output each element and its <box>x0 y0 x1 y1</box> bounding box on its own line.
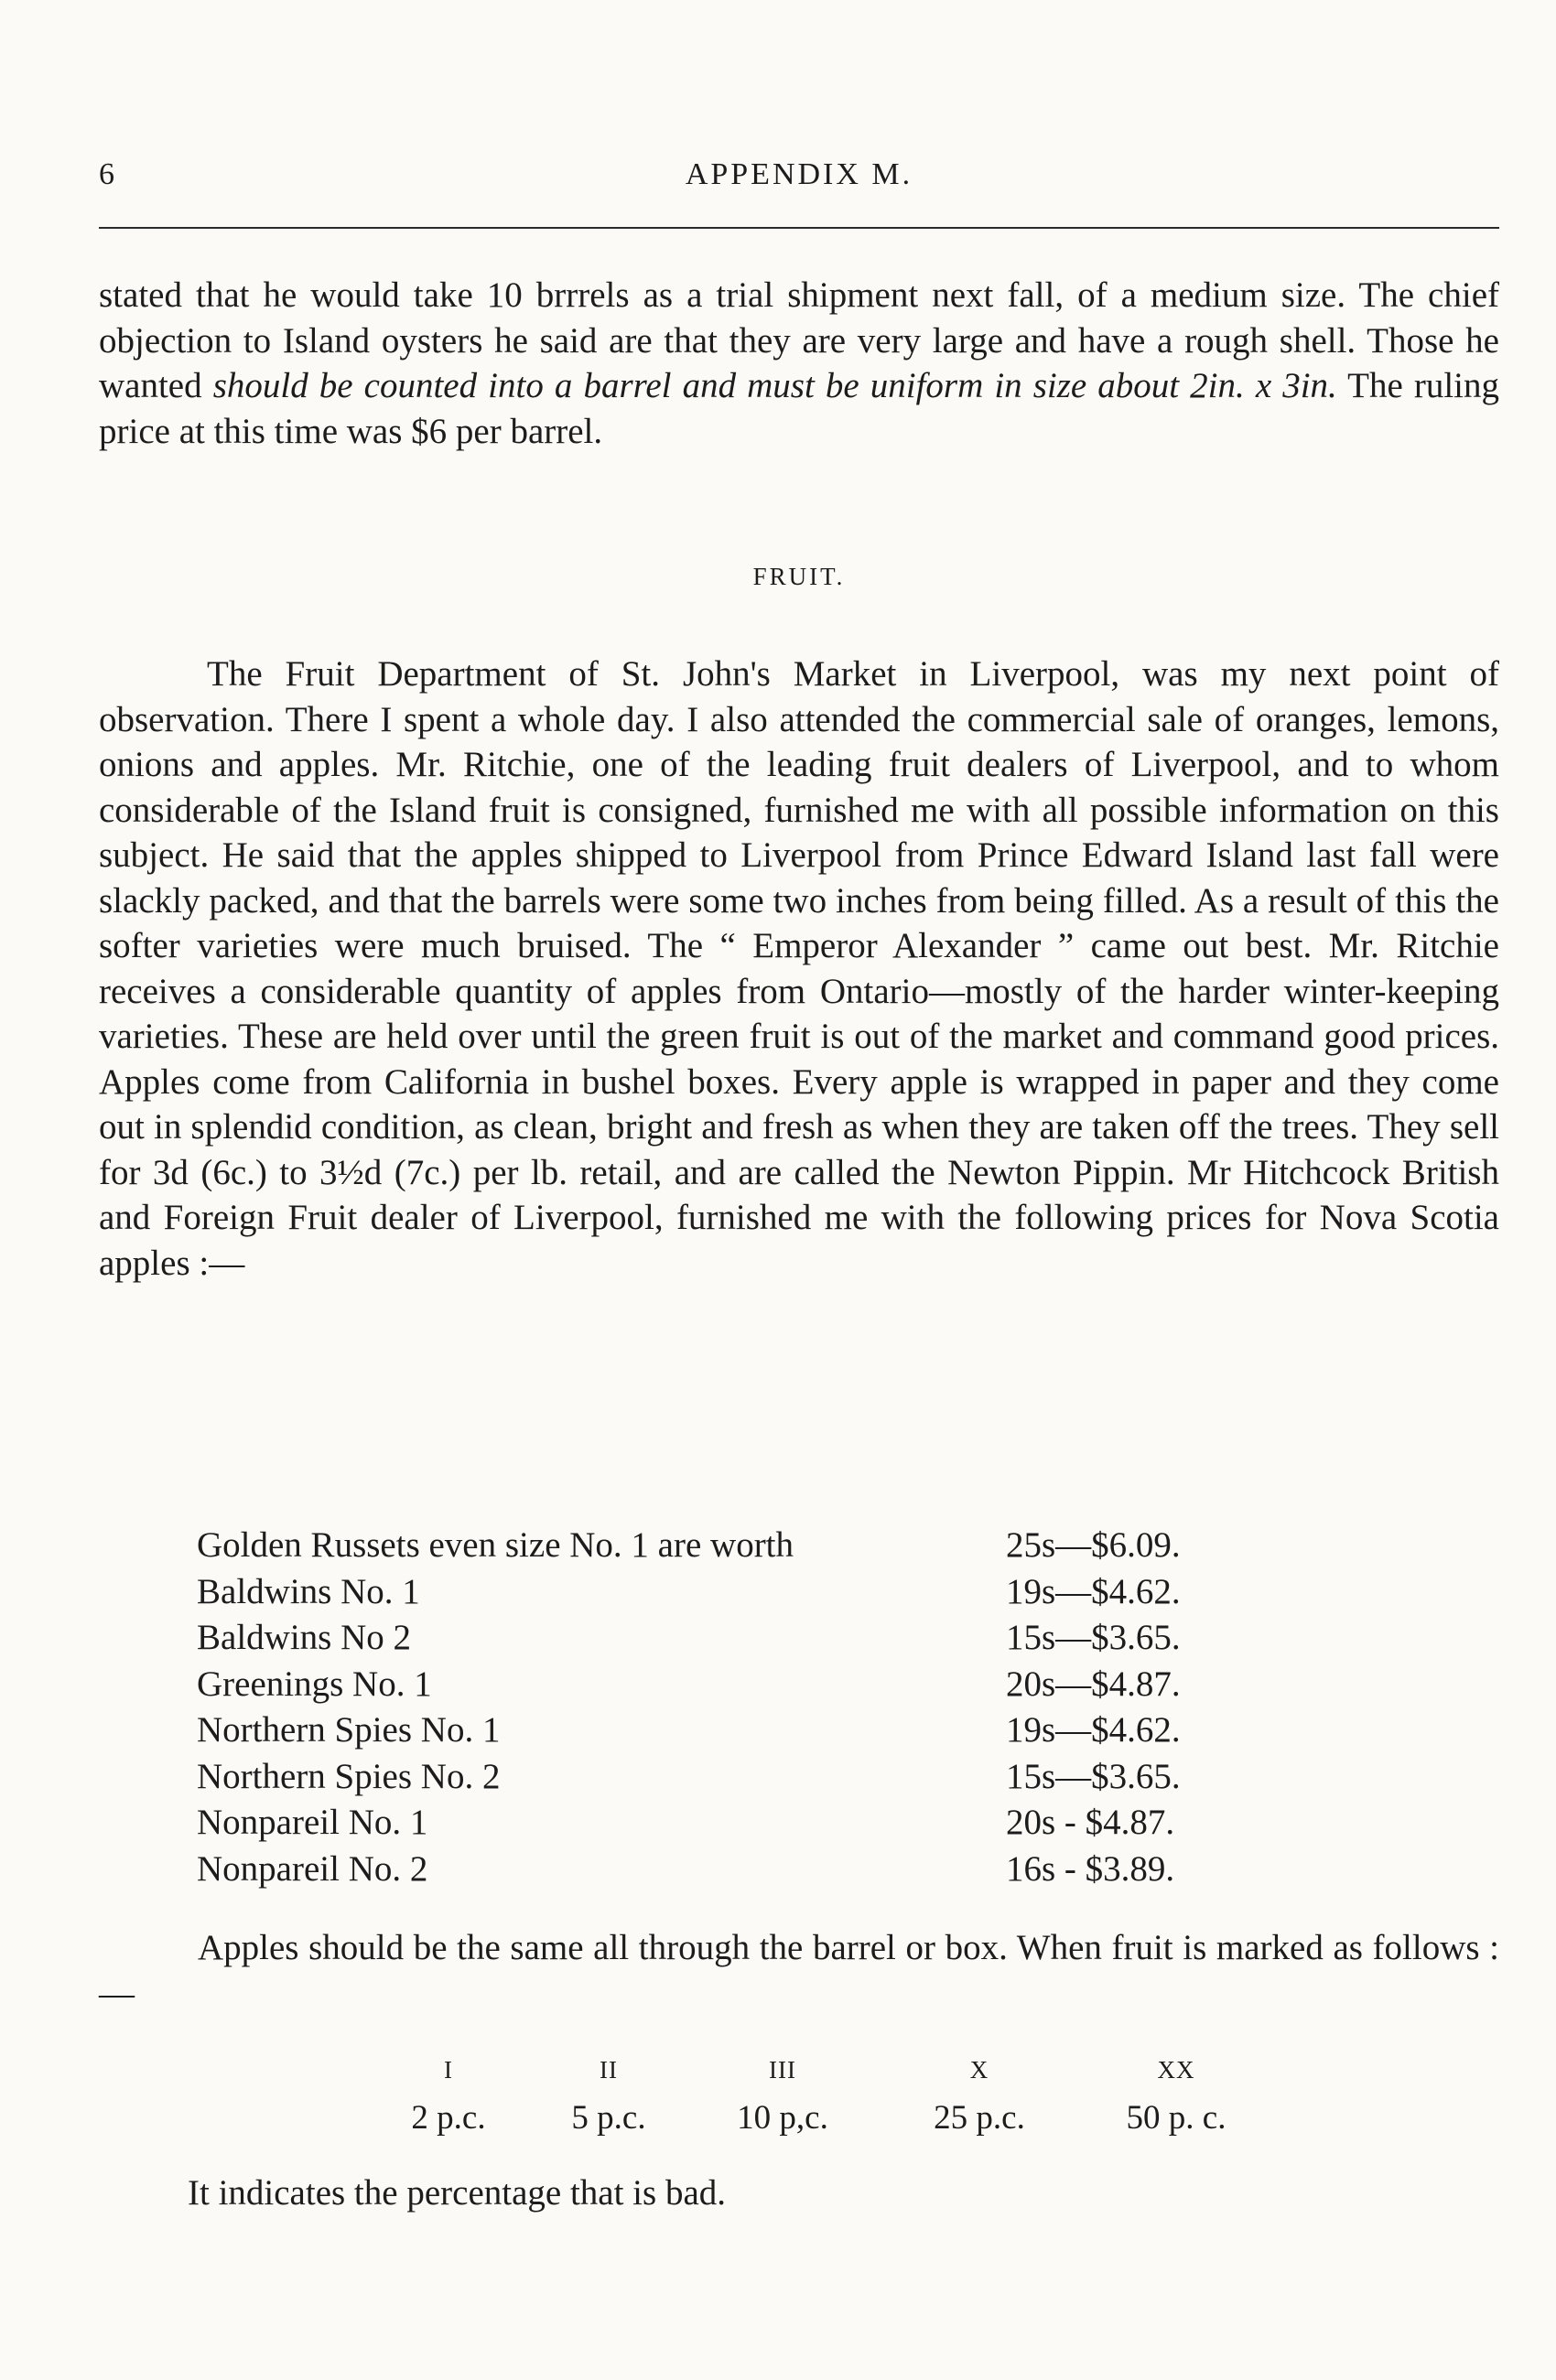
grade-column <box>709 2053 856 2139</box>
price-value: 15s—$3.65. <box>1006 1618 1181 1657</box>
grade-mark: II <box>600 2056 618 2084</box>
price-value: 15s—$3.65. <box>1006 1756 1181 1796</box>
price-row <box>197 1523 1295 1569</box>
price-variety: Baldwins No 2 <box>197 1618 411 1657</box>
price-value: 19s—$4.62. <box>1006 1571 1181 1611</box>
closing-sentence: It indicates the percentage that is bad. <box>188 2173 727 2213</box>
grade-mark: XX <box>1157 2056 1195 2084</box>
price-value: 25s—$6.09. <box>1006 1525 1181 1565</box>
grade-mark: X <box>969 2056 989 2084</box>
header-rule <box>99 227 1499 229</box>
price-row <box>197 1662 1295 1708</box>
grade-mark: III <box>769 2056 796 2084</box>
paragraph-marking <box>99 1925 1499 2016</box>
grade-percent: 10 p,c. <box>737 2099 828 2137</box>
grade-percent: 5 p.c. <box>571 2099 646 2137</box>
price-row <box>197 1615 1295 1662</box>
paragraph-oysters-end: The ruling price at this time was $6 per barrel. <box>99 366 1499 451</box>
grade-column <box>906 2053 1053 2139</box>
price-row <box>197 1707 1295 1754</box>
price-variety: Greenings No. 1 <box>197 1664 432 1704</box>
paragraph-oysters-italic: should be counted into a barrel and must be uniform in size about 2in. x 3in. <box>212 366 1337 405</box>
price-variety: Golden Russets even size No. 1 are worth <box>197 1525 794 1565</box>
price-row <box>197 1847 1295 1893</box>
price-variety: Northern Spies No. 1 <box>197 1710 501 1750</box>
price-variety: Nonpareil No. 2 <box>197 1848 428 1889</box>
apple-price-list <box>197 1523 1295 1892</box>
grade-mark: I <box>444 2056 453 2084</box>
price-row <box>197 1754 1295 1801</box>
price-variety: Baldwins No. 1 <box>197 1571 420 1611</box>
grade-percent: 25 p.c. <box>934 2099 1025 2137</box>
price-value: 16s - $3.89. <box>1006 1848 1175 1889</box>
section-title-fruit: FRUIT. <box>752 563 846 590</box>
price-row <box>197 1569 1295 1616</box>
price-row <box>197 1800 1295 1847</box>
grade-percent: 2 p.c. <box>411 2099 486 2137</box>
paragraph-oysters <box>99 273 1499 454</box>
grade-marking-table <box>375 2053 1291 2163</box>
price-variety: Northern Spies No. 2 <box>197 1756 501 1796</box>
price-value: 19s—$4.62. <box>1006 1710 1181 1750</box>
page-title: APPENDIX M. <box>685 157 913 191</box>
paragraph-fruit-department: The Fruit Department of St. John's Market in Liverpool, was my next point of observation. There I spent a whole day. I also attended the commercial sale of oranges, lemons, onions and apples. Mr. Ritchie, one of the leading fruit dealers of Liverpool, and to whom considerable of the Island fruit is consigned, furnished me with all possible information on this subject. He said that the apples shipped to Liverpool from Prince Edward Island last fall were slackly packed, and that the barrels were some two inches from being filled. As a result of this the softer varieties were much bruised. The “ Emperor Alexander ” came out best. Mr. Ritchie receives a considerable quantity of apples from Ontario—mostly of the harder winter-keeping varieties. These are held over until the green fruit is out of the market and command good prices. Apples come from California in bushel boxes. Every apple is wrapped in paper and they come out in splendid condition, as clean, bright and fresh as when they are taken off the trees. They sell for 3d (6c.) to 3½d (7c.) per lb. retail, and are called the Newton Pippin. Mr Hitchcock British and Foreign Fruit dealer of Liverpool, furnished me with the following prices for Nova Scotia apples :— <box>99 654 1499 1283</box>
price-value: 20s - $4.87. <box>1006 1803 1175 1842</box>
grade-column <box>535 2053 682 2139</box>
page-number: 6 <box>99 157 114 191</box>
price-value: 20s—$4.87. <box>1006 1664 1181 1704</box>
running-head <box>99 154 1499 199</box>
paragraph-marking-text: Apples should be the same all through the barrel or box. When fruit is marked as follows : — <box>99 1928 1499 2013</box>
grade-column <box>375 2053 522 2139</box>
price-variety: Nonpareil No. 1 <box>197 1803 428 1842</box>
grade-column <box>1103 2053 1249 2139</box>
grade-percent: 50 p. c. <box>1126 2099 1226 2137</box>
paragraph-oysters-text: stated that he would take 10 brrrels as a trial shipment next fall, of a medium size. The chief objection to Island oysters he said are that they are very large and have a rough shell. Those he wanted <box>99 275 1499 405</box>
